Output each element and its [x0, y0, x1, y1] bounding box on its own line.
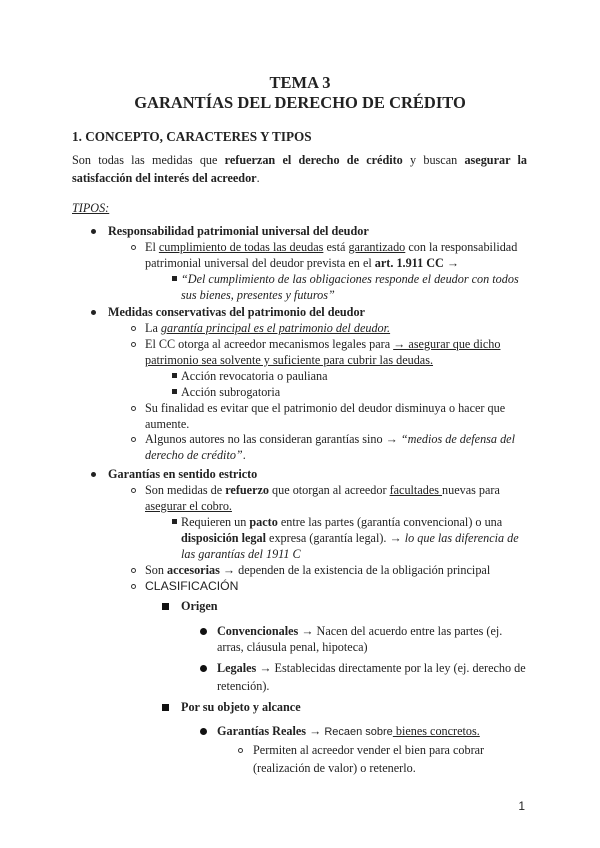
req-line1: Requieren un pacto entre las partes (garantía convencional) o una — [181, 515, 503, 529]
convencionales-line1: Convencionales → Nacen del acuerdo entre las partes (ej. — [217, 624, 503, 638]
cons-sub2-line1: El CC otorga al acreedor mecanismos legales para → asegurar que dicho — [145, 337, 501, 351]
bullet-dot-icon — [200, 665, 207, 672]
intro-text-b: y buscan — [402, 153, 465, 167]
bullet-square-icon — [172, 519, 177, 524]
resp-sub1-line1: El cumplimiento de todas las deudas está garantizado con la responsabilidad — [145, 240, 518, 254]
intro-bold-c: satisfacción del interés del acreedor — [72, 171, 257, 185]
cons-sub4-line1: Algunos autores no las consideran garantías sino → “medios de defensa del — [145, 432, 515, 446]
legales-line1: Legales → Establecidas directamente por la ley (ej. derecho de — [217, 661, 526, 675]
bullet-square-icon — [162, 603, 169, 610]
bullet-circle-icon — [131, 342, 136, 347]
bullet-circle-icon — [238, 748, 243, 753]
permiten-line1: Permiten al acreedor vender el bien para cobrar — [253, 743, 485, 757]
page-number: 1 — [518, 799, 525, 813]
bullet-circle-icon — [131, 245, 136, 250]
cons-sub3-line1: Su finalidad es evitar que el patrimonio del deudor disminuya o hacer que — [145, 401, 506, 415]
intro-line2 — [72, 169, 260, 187]
legales-line2: retención). — [217, 679, 270, 693]
estricto-sub1-line1: Son medidas de refuerzo que otorgan al acreedor facultades nuevas para — [145, 483, 500, 497]
bullet-dot-icon — [91, 310, 96, 315]
item-cons-heading: Medidas conservativas del patrimonio del deudor — [108, 305, 365, 319]
cons-sub3-line2: aumente. — [145, 417, 190, 431]
tipos-label: TIPOS: — [72, 201, 110, 215]
bullet-square-icon — [162, 704, 169, 711]
resp-sub1-line2: patrimonial universal del deudor prevista en el art. 1.911 CC → — [145, 256, 460, 270]
bullet-dot-icon — [200, 728, 207, 735]
bullet-square-icon — [172, 276, 177, 281]
convencionales-line2: arras, cláusula penal, hipoteca) — [217, 640, 368, 654]
estricto-sub2: Son accesorias → dependen de la existencia de la obligación principal — [145, 563, 491, 577]
req-line2: disposición legal expresa (garantía legal). → lo que las diferencia de — [181, 531, 519, 545]
bullet-square-icon — [172, 389, 177, 394]
bullet-circle-icon — [131, 406, 136, 411]
clasificacion-label: CLASIFICACIÓN — [145, 579, 239, 593]
bullet-dot-icon — [91, 229, 96, 234]
bullet-circle-icon — [131, 584, 136, 589]
cons-sub2-line2: patrimonio sea solvente y suficiente para cubrir las deudas. — [145, 353, 434, 367]
intro-bold-a: refuerzan el derecho de crédito — [224, 153, 403, 167]
doc-title-line2: GARANTÍAS DEL DERECHO DE CRÉDITO — [134, 93, 466, 112]
bullet-circle-icon — [131, 488, 136, 493]
accion-revocatoria: Acción revocatoria o pauliana — [181, 369, 328, 383]
req-line3: las garantías del 1911 C — [181, 547, 301, 561]
bullet-square-icon — [172, 373, 177, 378]
bullet-circle-icon — [131, 568, 136, 573]
reales-line: Garantías Reales → Recaen sobre bienes concretos. — [217, 724, 480, 738]
resp-quote-line1: “Del cumplimiento de las obligaciones responde el deudor con todos — [181, 272, 519, 286]
origen-label: Origen — [181, 599, 218, 613]
cons-sub4-line2: derecho de crédito”. — [145, 448, 246, 462]
section-heading: 1. CONCEPTO, CARACTERES Y TIPOS — [72, 129, 312, 144]
doc-title-line1: TEMA 3 — [269, 73, 331, 92]
resp-quote-line2: sus bienes, presentes y futuros” — [181, 288, 335, 302]
intro-text-a: Son todas las medidas que — [72, 153, 225, 167]
intro-line1 — [72, 151, 527, 169]
bullet-dot-icon — [91, 472, 96, 477]
estricto-sub1-line2: asegurar el cobro. — [145, 499, 232, 513]
permiten-line2: (realización de valor) o retenerlo. — [253, 761, 416, 775]
item-resp-heading: Responsabilidad patrimonial universal del deudor — [108, 224, 369, 238]
accion-subrogatoria: Acción subrogatoria — [181, 385, 281, 399]
intro-bold-b: asegurar la — [464, 153, 527, 167]
item-estricto-heading: Garantías en sentido estricto — [108, 467, 258, 481]
bullet-circle-icon — [131, 437, 136, 442]
bullet-circle-icon — [131, 326, 136, 331]
intro-text-c: . — [256, 171, 260, 185]
bullet-dot-icon — [200, 628, 207, 635]
objeto-label: Por su objeto y alcance — [181, 700, 301, 714]
cons-sub1: La garantía principal es el patrimonio del deudor. — [145, 321, 391, 335]
